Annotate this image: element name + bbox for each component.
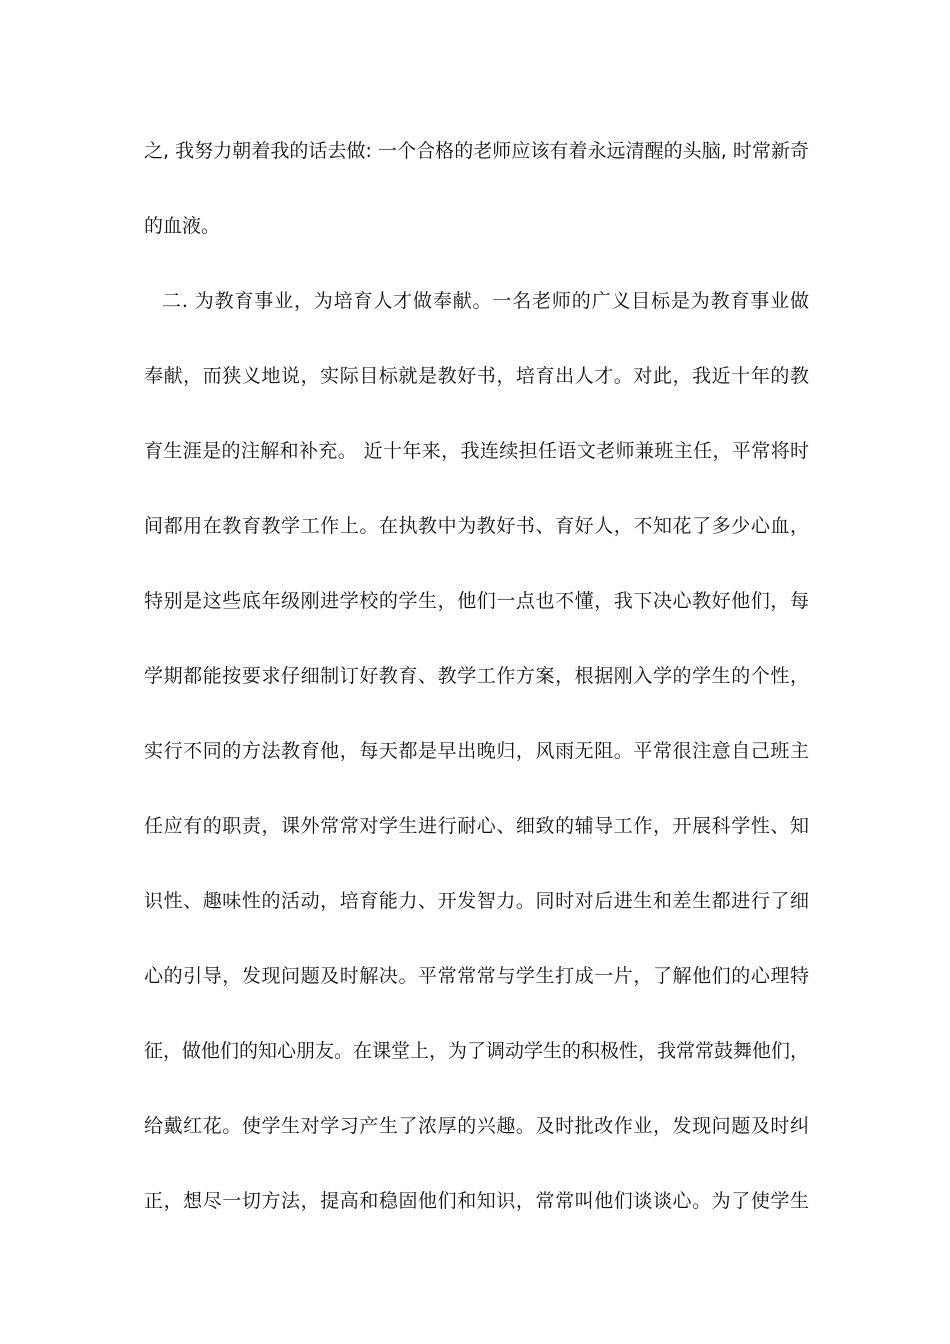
text-line-3: 二. 为教育事业，为培育人才做奉献。一名老师的广义目标是为教育事业做 bbox=[162, 290, 809, 312]
text-line-12: 心的引导，发现问题及时解决。平常常常与学生打成一片，了解他们的心理特 bbox=[144, 965, 809, 987]
text-line-9: 实行不同的方法教育他，每天都是早出晚归，风雨无阻。平常很注意自己班主 bbox=[144, 740, 809, 762]
text-line-1: 之, 我努力朝着我的话去做: 一个合格的老师应该有着永远清醒的头脑, 时常新奇 bbox=[144, 140, 809, 162]
text-line-11: 识性、趣味性的活动，培育能力、开发智力。同时对后进生和差生都进行了细 bbox=[144, 890, 809, 912]
text-line-10: 任应有的职责，课外常常对学生进行耐心、细致的辅导工作，开展科学性、知 bbox=[144, 815, 809, 837]
text-line-14: 给戴红花。使学生对学习产生了浓厚的兴趣。及时批改作业，发现问题及时纠 bbox=[144, 1115, 809, 1137]
text-line-5: 育生涯是的注解和补充。 近十年来，我连续担任语文老师兼班主任，平常将时 bbox=[144, 440, 809, 462]
text-line-4: 奉献，而狭义地说，实际目标就是教好书，培育出人才。对此，我近十年的教 bbox=[144, 365, 809, 387]
text-line-7: 特别是这些底年级刚进学校的学生，他们一点也不懂，我下决心教好他们，每 bbox=[144, 590, 809, 612]
text-line-13: 征，做他们的知心朋友。在课堂上，为了调动学生的积极性，我常常鼓舞他们， bbox=[144, 1040, 810, 1062]
text-line-15: 正，想尽一切方法，提高和稳固他们和知识，常常叫他们谈谈心。为了使学生 bbox=[144, 1190, 809, 1212]
document-body bbox=[144, 131, 809, 1256]
text-line-6: 间都用在教育教学工作上。在执教中为教好书、育好人，不知花了多少心血， bbox=[144, 515, 809, 537]
text-line-2: 的血液。 bbox=[144, 215, 221, 237]
text-line-8: 学期都能按要求仔细制订好教育、教学工作方案，根据刚入学的学生的个性， bbox=[144, 665, 809, 687]
